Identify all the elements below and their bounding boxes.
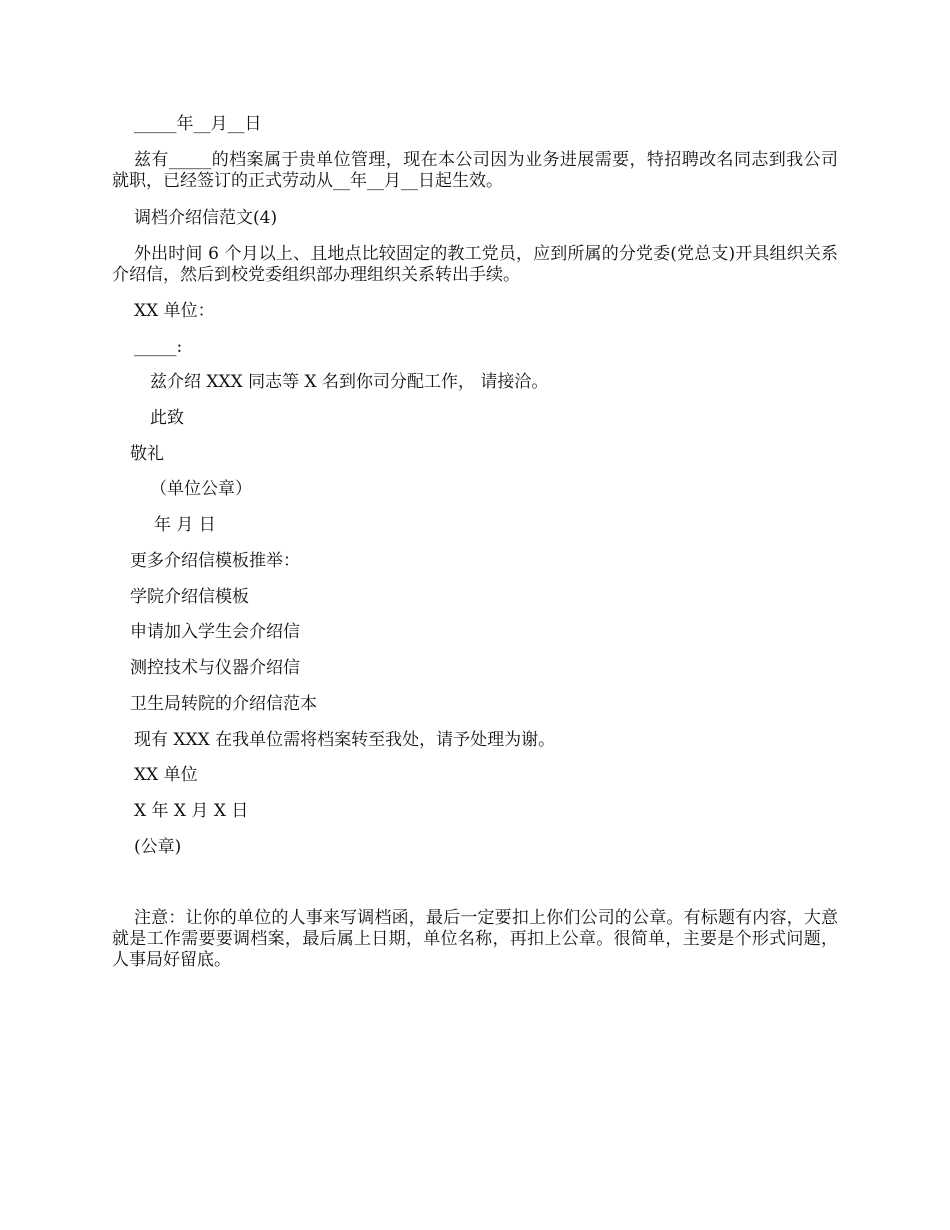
closing-ci-zhi: 此致 xyxy=(150,408,184,428)
closing-jing-li: 敬礼 xyxy=(130,444,164,464)
recipient-blank: _____: xyxy=(134,337,183,357)
note-paragraph: 注意：让你的单位的人事来写调档函，最后一定要扣上你们公司的公章。有标题有内容，大意就是工作需要要调档案，最后属上日期，单位名称，再扣上公章。很简单，主要是个形式问题，人事局好留底。 xyxy=(112,908,838,970)
template-link[interactable]: 卫生局转院的介绍信范本 xyxy=(130,694,317,714)
signature-seal: (公章) xyxy=(134,837,182,857)
heading-fan-wen-4: 调档介绍信范文(4) xyxy=(134,208,278,228)
archive-paragraph: 兹有_____的档案属于贵单位管理，现在本公司因为业务进展需要，特招聘改名同志到我公司就职，已经签订的正式劳动从__年__月__日起生效。 xyxy=(112,150,838,191)
party-relation-paragraph: 外出时间 6 个月以上、且地点比较固定的教工党员，应到所属的分党委(党总支)开具组织关系介绍信，然后到校党委组织部办理组织关系转出手续。 xyxy=(112,244,838,285)
transfer-request-text: 现有 XXX 在我单位需将档案转至我处，请予处理为谢。 xyxy=(134,730,556,750)
unit-seal-text: （单位公章） xyxy=(150,479,252,499)
template-link[interactable]: 测控技术与仪器介绍信 xyxy=(130,658,300,678)
more-templates-heading: 更多介绍信模板推举： xyxy=(130,551,300,571)
introduction-text: 兹介绍 XXX 同志等 X 名到你司分配工作， 请接洽。 xyxy=(150,372,549,392)
recipient-unit: XX 单位： xyxy=(134,301,215,321)
signature-date: X 年 X 月 X 日 xyxy=(134,801,249,821)
template-link[interactable]: 学院介绍信模板 xyxy=(130,587,249,607)
date-plain: 年 月 日 xyxy=(154,515,216,535)
date-blank-line: _____年__月__日 xyxy=(134,114,262,134)
template-link[interactable]: 申请加入学生会介绍信 xyxy=(130,622,300,642)
signature-unit: XX 单位 xyxy=(134,765,198,785)
